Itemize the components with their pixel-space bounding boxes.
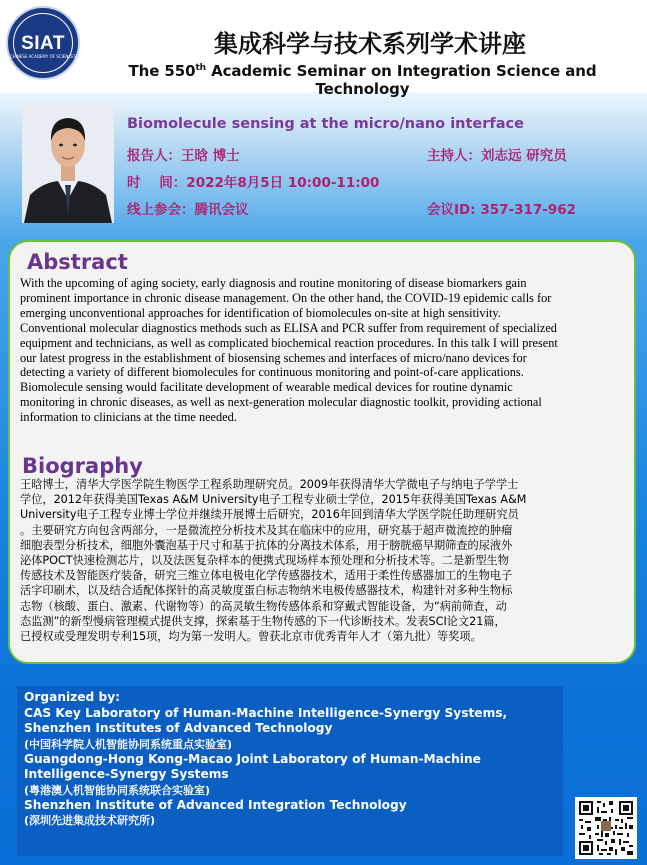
bio-line: University电子工程专业博士学位并继续开展博士后研究，2016年回到清华大学医学院任助理研究员 <box>20 508 519 522</box>
abstract-line: equipment and technicians, as well as complicated biochemical reaction procedures. In this talk I will present <box>20 335 558 350</box>
abstract-line: With the upcoming of aging society, early diagnosis and routine monitoring of disease biomarkers gain <box>20 276 527 290</box>
organizer-line: Shenzhen Institutes of Advanced Technology <box>24 721 333 735</box>
abstract-line: our latest progress in the establishment of biosensing schemes and interfaces of micro/nano devices for <box>20 350 527 365</box>
talk-title: Biomolecule sensing at the micro/nano interface <box>127 116 524 132</box>
speaker-photo <box>22 103 114 223</box>
seminar-title-en: The 550th Academic Seminar on Integration Science and Technology <box>128 62 597 98</box>
bio-line: 王晗博士，清华大学医学院生物医学工程系助理研究员。2009年获得清华大学微电子与纳电子学学士 <box>20 478 519 491</box>
speaker-info: 报告人：王晗 博士 <box>127 148 240 164</box>
organized-by-label: Organized by: <box>24 690 121 704</box>
abstract-line: Conventional molecular diagnostics methods such as ELISA and PCR suffer from requirement of specialized <box>20 320 557 335</box>
header <box>0 0 647 98</box>
abstract-line: information to clinicians at the time needed. <box>20 410 237 425</box>
abstract-line: Biomolecule sensing would facilitate development of wearable medical devices for routine dynamic <box>20 380 513 395</box>
bio-line: 活字印刷术，以及结合适配体探针的高灵敏度蛋白标志物纳米电极传感器技术，构建针对多种生物标 <box>20 584 513 598</box>
organizer-line-cn: (深圳先进集成技术研究所) <box>24 814 156 827</box>
seminar-title-cn: 集成科学与技术系列学术讲座 <box>214 30 526 58</box>
bio-line: 态监测”的新型慢病管理模式提供支撑，探索基于生物传感的下一代诊断技术。发表SCI论文21篇， <box>20 614 506 628</box>
meeting-id: 会议ID: 357-317-962 <box>427 202 577 218</box>
abstract-heading: Abstract <box>27 250 128 274</box>
bio-line: 泌体POCT快速检测芯片，以及法医复杂样本的便携式现场样本预处理和分析技术等。二是新型生物 <box>20 554 509 568</box>
time-info: 时 间：2022年8月5日 10:00-11:00 <box>127 175 380 191</box>
host-info: 主持人：刘志远 研究员 <box>427 148 567 164</box>
organizer-line: Intelligence-Synergy Systems <box>24 767 229 781</box>
bio-line: 细胞表型分析技术，细胞外囊泡基于尺寸和基于抗体的分离技术体系，用于膀胱癌早期筛查的尿液外 <box>20 538 513 552</box>
organizer-line-cn: (中国科学院人机智能协同系统重点实验室) <box>24 737 233 751</box>
organizer-line: CAS Key Laboratory of Human-Machine Intelligence-Synergy Systems, <box>24 705 508 720</box>
organizer-line: Guangdong-Hong Kong-Macao Joint Laboratory of Human-Machine <box>24 751 481 766</box>
organizer-line-cn: (粤港澳人机智能协同系统联合实验室) <box>24 783 211 797</box>
bio-line: 志物（核酸、蛋白、激素、代谢物等）的高灵敏生物传感体系和穿戴式智能设备，为“病前筛查，动 <box>20 599 507 613</box>
abstract-text <box>20 276 630 425</box>
abstract-line: prominent importance in chronic disease management. On the other hand, the COVID-19 epidemic calls for <box>20 290 552 305</box>
bio-line: 。主要研究方向包含两部分，一是微流控分析技术及其在临床中的应用，研究基于超声微流控的肿瘤 <box>20 523 513 537</box>
abstract-line: emerging unconventional approaches for identification of biomolecules on-site at high sensitivity. <box>20 305 501 320</box>
siat-logo <box>6 6 80 80</box>
logo-subtext: CHINESE ACADEMY OF SCIENCES <box>9 54 77 59</box>
bio-line: 传感技术及智能医疗装备，研究三维立体电极电化学传感器技术，适用于柔性传感器加工的生物电子 <box>20 569 513 583</box>
bio-line: 已授权或受理发明专利15项，均为第一发明人。曾获北京市优秀青年人才（第九批）等奖项。 <box>20 630 482 644</box>
abstract-line: detecting a variety of different biomolecules for continuous monitoring and point-of-care applications. <box>20 365 524 380</box>
logo-text: SIAT <box>21 33 65 54</box>
biography-heading: Biography <box>22 454 143 478</box>
qr-code-icon[interactable] <box>575 797 637 859</box>
organizer-line: Shenzhen Institute of Advanced Integration Technology <box>24 797 407 812</box>
abstract-line: monitoring in chronic diseases, as well as next-generation molecular diagnostic toolkit, providing actional <box>20 395 542 410</box>
biography-text <box>20 477 630 644</box>
venue-info: 线上参会：腾讯会议 <box>127 202 249 218</box>
organizers-list <box>24 690 564 828</box>
bio-line: 学位，2012年获得美国Texas A&M University电子工程专业硕士学位，2015年获得美国Texas A&M <box>20 493 527 507</box>
